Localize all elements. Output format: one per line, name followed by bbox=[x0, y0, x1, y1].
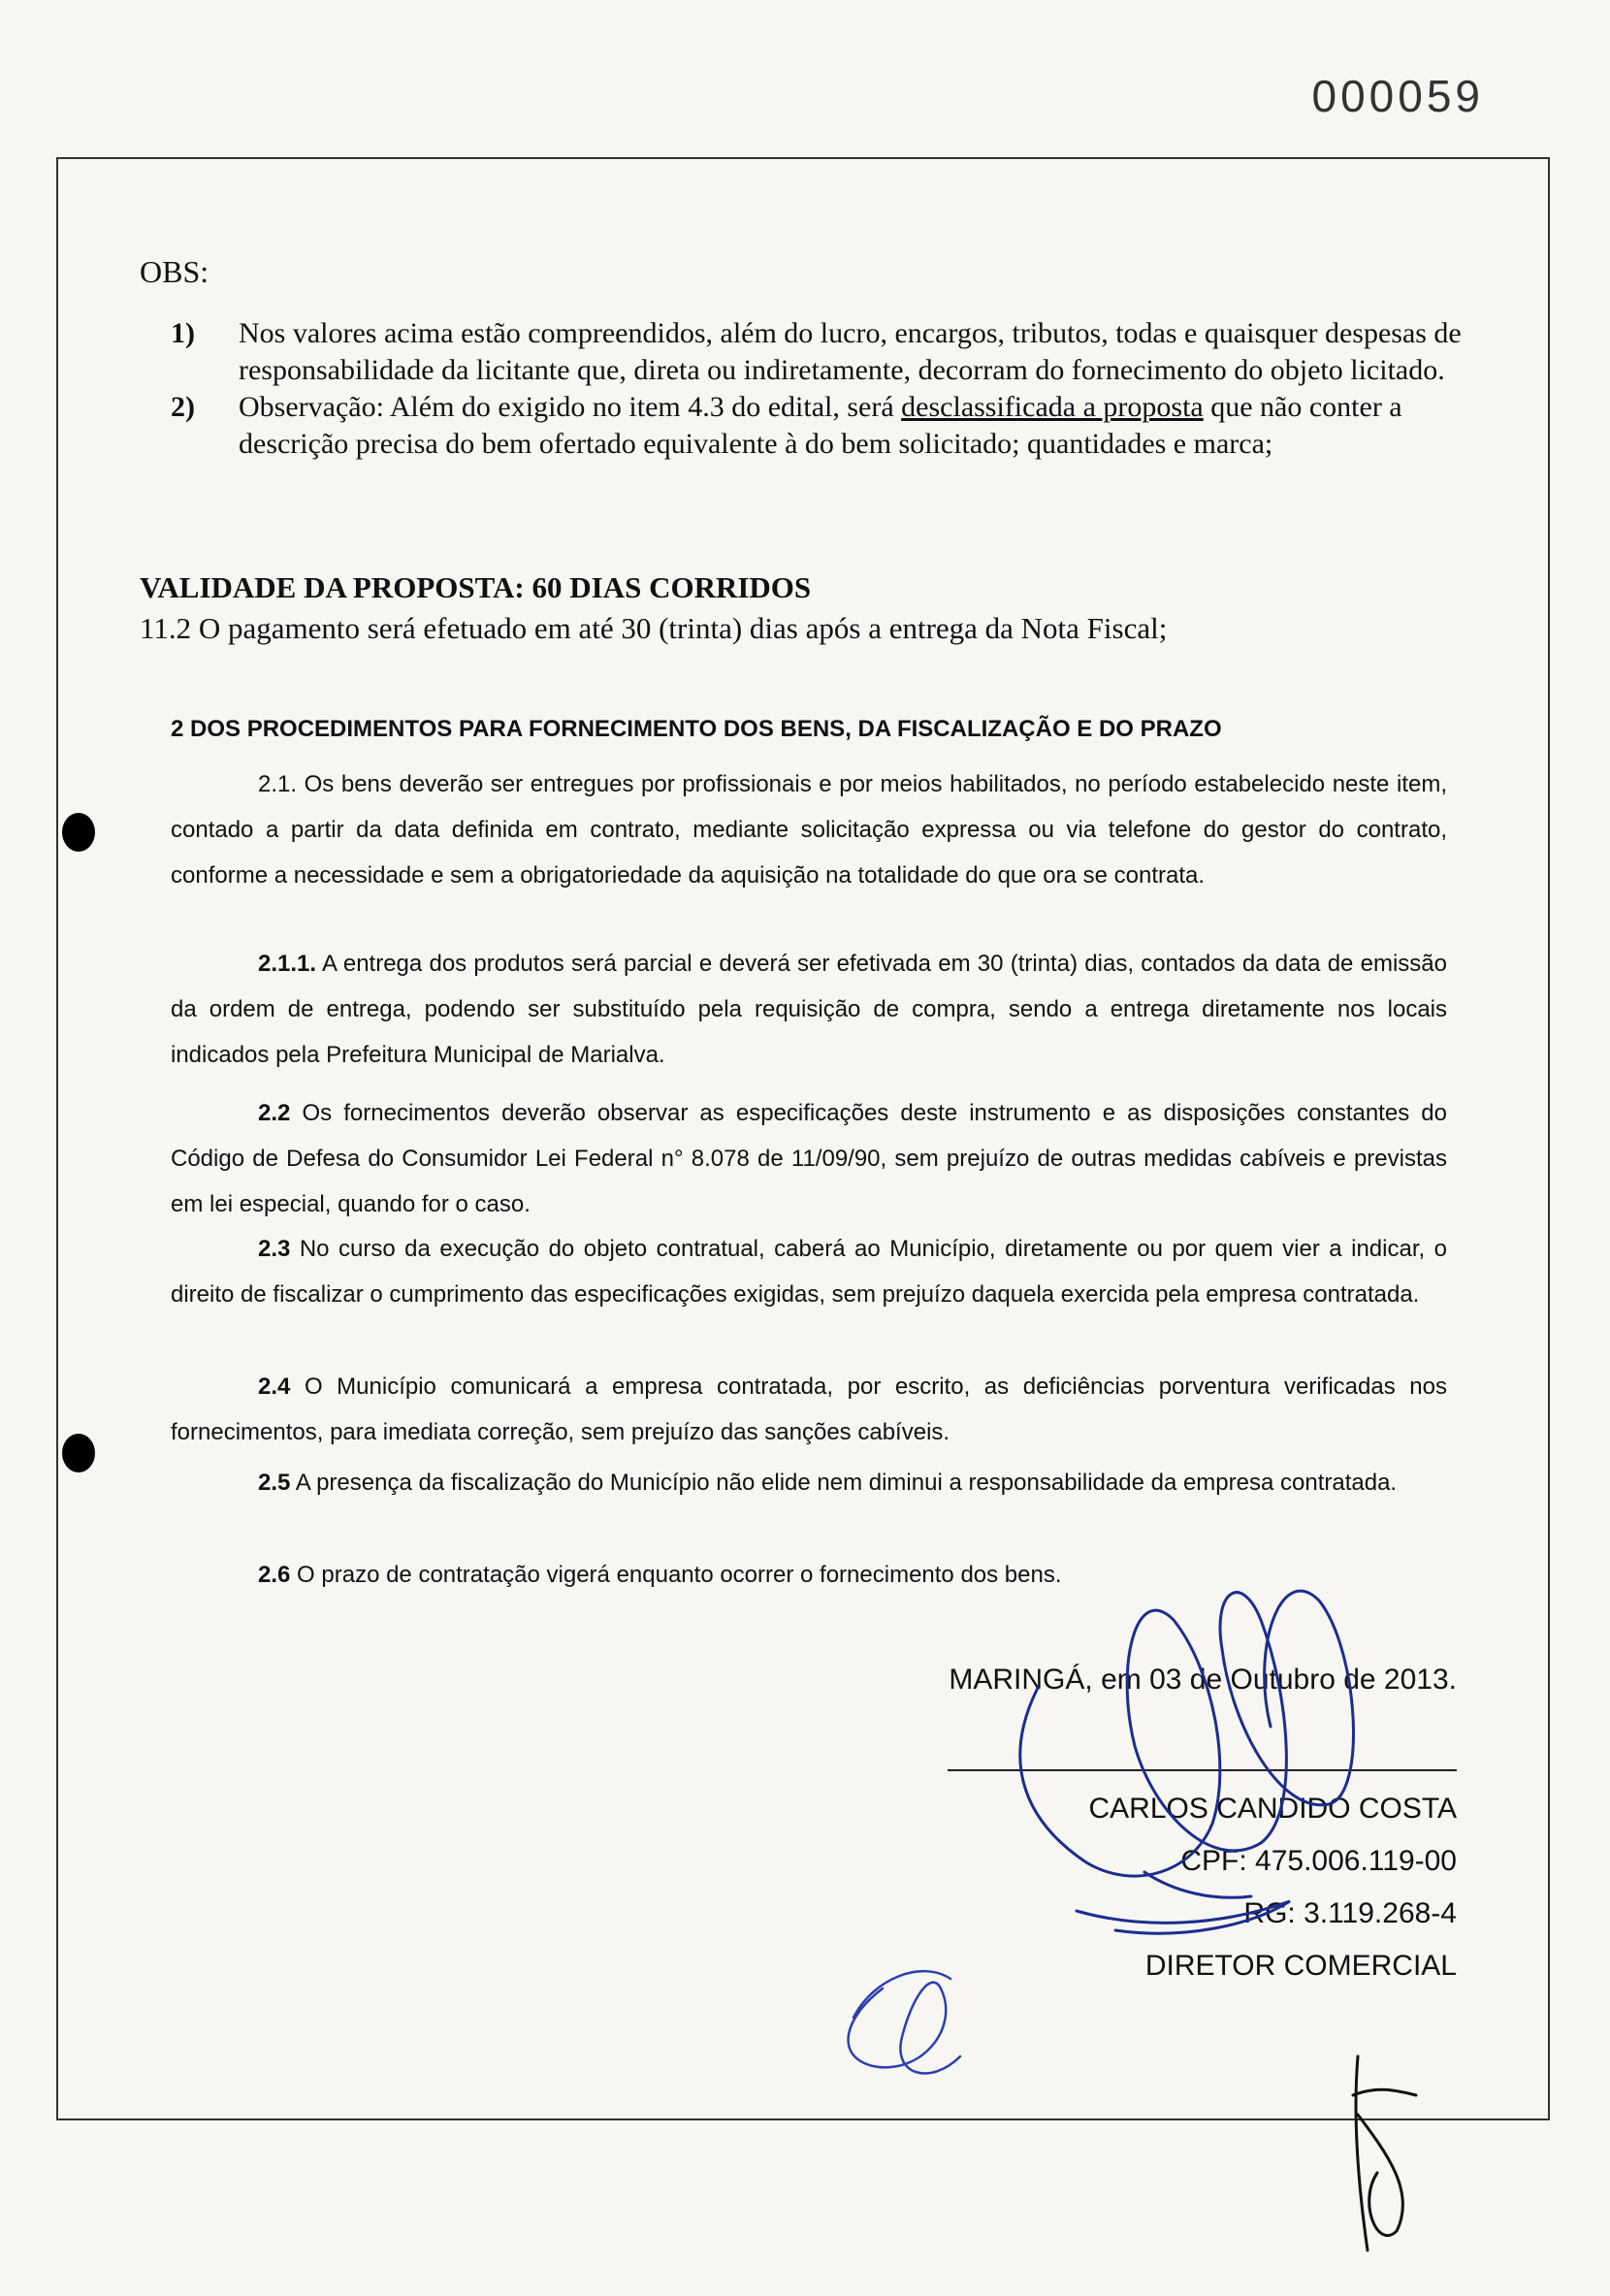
proposal-validity: VALIDADE DA PROPOSTA: 60 DIAS CORRIDOS bbox=[140, 570, 812, 604]
paragraph-number: 2.1. bbox=[258, 771, 298, 797]
paragraph-text: Os fornecimentos deverão observar as especificações deste instrumento e as disposições constantes do Código de Defesa do Consumidor Lei Federal n° 8.078 de 11/09/90, sem prejuízo de outras medidas cabíveis e previstas em lei especial, quando for o caso. bbox=[171, 1100, 1447, 1217]
paragraph-text: No curso da execução do objeto contratual, caberá ao Município, diretamente ou por quem vier a indicar, o direito de fiscalizar o cumprimento das especificações exigidas, sem prejuízo daquela exercida pela empresa contratada. bbox=[171, 1236, 1447, 1308]
paragraph-2-5 bbox=[171, 1460, 1447, 1505]
paragraph-text: Os bens deverão ser entregues por profissionais e por meios habilitados, no período estabelecido neste item, contado a partir da data definida em contrato, mediante solicitação expressa ou via telefone do gestor do contrato, conforme a necessidade e sem a obrigatoriedade da aquisição na totalidade do que ora se contrata. bbox=[171, 771, 1447, 889]
obs-item-number: 2) bbox=[171, 391, 195, 423]
city-date: MARINGÁ, em 03 de Outubro de 2013. bbox=[949, 1664, 1457, 1696]
paragraph-number: 2.4 bbox=[258, 1374, 291, 1400]
paragraph-text: A entrega dos produtos será parcial e deverá ser efetivada em 30 (trinta) dias, contados da data de emissão da ordem de entrega, podendo ser substituído pela requisição de compra, sendo a entrega diretamente nos locais indicados pela Prefeitura Municipal de Marialva. bbox=[171, 951, 1447, 1068]
obs-label: OBS: bbox=[140, 254, 209, 289]
paragraph-number: 2.1.1. bbox=[258, 951, 317, 977]
section-title: 2 DOS PROCEDIMENTOS PARA FORNECIMENTO DOS BENS, DA FISCALIZAÇÃO E DO PRAZO bbox=[171, 716, 1222, 742]
paragraph-2-1 bbox=[171, 761, 1447, 898]
signature-line bbox=[948, 1769, 1457, 1771]
signatory-rg: RG: 3.119.268-4 bbox=[1243, 1897, 1457, 1929]
obs-item-text: Nos valores acima estão compreendidos, além do lucro, encargos, tributos, todas e quaisquer despesas de responsabilidade da licitante que, direta ou indiretamente, decorram do fornecimento do objeto licitado. bbox=[239, 317, 1462, 386]
obs-item-text-after: que não conter a descrição precisa do bem ofertado equivalente à do bem solicitado; quantidades e marca; bbox=[239, 391, 1402, 460]
paragraph-2-4 bbox=[171, 1364, 1447, 1455]
paragraph-number: 2.5 bbox=[258, 1470, 291, 1496]
paragraph-2-2 bbox=[171, 1090, 1447, 1227]
obs-list bbox=[171, 315, 1475, 463]
obs-item-underlined: desclassificada a proposta bbox=[901, 391, 1204, 423]
paragraph-2-3 bbox=[171, 1226, 1447, 1317]
paragraph-number: 2.2 bbox=[258, 1100, 291, 1126]
paragraph-2-1-1 bbox=[171, 941, 1447, 1078]
paragraph-number: 2.6 bbox=[258, 1562, 291, 1588]
paragraph-2-6 bbox=[171, 1552, 1447, 1598]
page-number: 000059 bbox=[1311, 71, 1484, 121]
paragraph-number: 2.3 bbox=[258, 1236, 291, 1262]
signature-block bbox=[778, 1661, 1457, 1992]
paragraph-text: O Município comunicará a empresa contratada, por escrito, as deficiências porventura verificadas nos fornecimentos, para imediata correção, sem prejuízo das sanções cabíveis. bbox=[171, 1374, 1447, 1445]
payment-clause: 11.2 O pagamento será efetuado em até 30 (trinta) dias após a entrega da Nota Fiscal; bbox=[140, 611, 1168, 645]
signatory-name: CARLOS CANDIDO COSTA bbox=[1088, 1793, 1457, 1825]
obs-item-text-before: Observação: Além do exigido no item 4.3 do edital, será bbox=[239, 391, 902, 423]
obs-item-number: 1) bbox=[171, 317, 195, 349]
obs-item-2 bbox=[171, 389, 1475, 463]
paragraph-text: A presença da fiscalização do Município não elide nem diminui a responsabilidade da empresa contratada. bbox=[290, 1470, 1398, 1496]
signatory-role: DIRETOR COMERCIAL bbox=[1144, 1950, 1457, 1982]
signatory-cpf: CPF: 475.006.119-00 bbox=[1180, 1845, 1457, 1877]
paragraph-text: O prazo de contratação vigerá enquanto ocorrer o fornecimento dos bens. bbox=[290, 1562, 1062, 1588]
obs-item-1 bbox=[171, 315, 1475, 389]
